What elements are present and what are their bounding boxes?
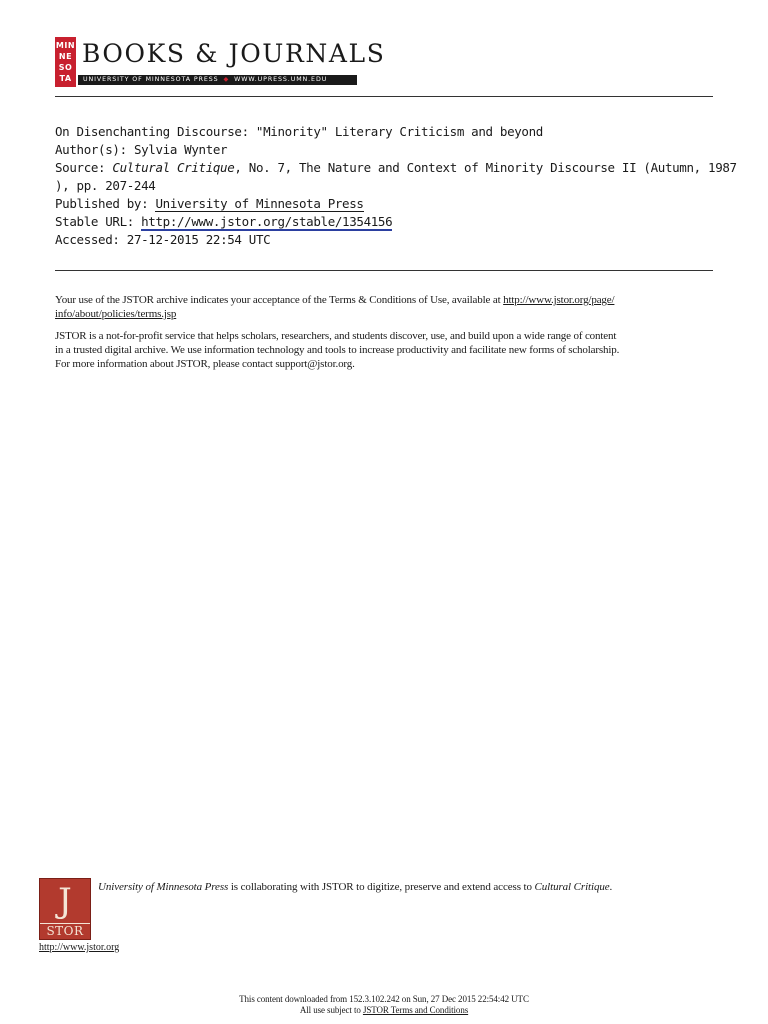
terms-conditions-link[interactable]: JSTOR Terms and Conditions [362,1005,469,1015]
source-line [55,159,737,177]
terms-paragraph [55,293,720,321]
logo-strip-right: WWW.UPRESS.UMN.EDU [234,76,328,83]
logo-letters-1: MIN [55,41,76,50]
stable-url-label: Stable URL: [55,214,134,229]
logo-letters-4: TA [59,74,72,83]
jstor-logo [39,878,91,940]
accessed-line [55,231,720,249]
citation-block [55,123,737,249]
terms-link-part2[interactable]: info/about/policies/terms.jsp [55,308,177,320]
logo-strip-left: UNIVERSITY OF MINNESOTA PRESS [83,76,219,83]
top-divider [55,96,713,97]
terms-block [55,293,720,379]
middle-divider [55,270,713,271]
logo-title: BOOKS & JOURNALS [82,39,386,68]
jstor-url-link[interactable]: http://www.jstor.org [39,942,120,953]
source-details: , No. 7, The Nature and Context of Minority Discourse II (Autumn, 1987 [234,160,737,175]
collaboration-statement [98,881,612,893]
logo-strip [78,75,357,85]
published-label: Published by: [55,196,149,211]
source-journal: Cultural Critique [112,160,235,175]
stable-url-line [55,213,720,231]
authors-line [55,141,720,159]
jstor-info-line2: in a trusted digital archive. We use information technology and tools to increase productivity and facilitate new forms of scholarship. [55,344,620,356]
collab-journal: Cultural Critique [534,881,610,893]
jstor-info-line1: JSTOR is a not-for-profit service that helps scholars, researchers, and students discover, use, and build upon a wide range of content [55,330,617,342]
stable-url-link[interactable]: http://www.jstor.org/stable/1354156 [141,214,393,229]
article-title: On Disenchanting Discourse: "Minority" Literary Criticism and beyond [55,124,543,139]
publisher-link[interactable]: University of Minnesota Press [155,196,364,211]
authors-label: Author(s): [55,142,127,157]
terms-footer-line [0,1005,768,1016]
accessed-label: Accessed: [55,232,120,247]
terms-text: Your use of the JSTOR archive indicates your acceptance of the Terms & Conditions of Use, available at [55,294,504,306]
logo-letters-3: SO [58,63,73,72]
logo-letters-2: NE [58,52,73,61]
terms-footer-prefix: All use subject to [299,1005,363,1015]
source-label: Source: [55,160,106,175]
diamond-icon: ◆ [223,76,230,83]
collab-end: . [609,881,613,893]
jstor-logo-letter: J [58,881,72,921]
terms-link-part1[interactable]: http://www.jstor.org/page/ [503,294,615,306]
jstor-info-paragraph [55,329,720,371]
authors-value: Sylvia Wynter [133,142,228,157]
source-pages: ), pp. 207-244 [55,178,156,193]
publisher-logo [55,37,386,87]
minnesota-logo-mark [55,37,76,87]
collab-middle: is collaborating with JSTOR to digitize, preserve and extend access to [228,881,535,893]
accessed-value: 27-12-2015 22:54 UTC [126,232,271,247]
jstor-info-line3: For more information about JSTOR, please contact support@jstor.org. [55,358,355,370]
publisher-line [55,195,720,213]
jstor-logo-name: STOR [40,923,90,938]
collab-publisher: University of Minnesota Press [98,881,229,893]
download-footer [0,994,768,1016]
download-info: This content downloaded from 152.3.102.242 on Sun, 27 Dec 2015 22:54:42 UTC [239,994,529,1004]
